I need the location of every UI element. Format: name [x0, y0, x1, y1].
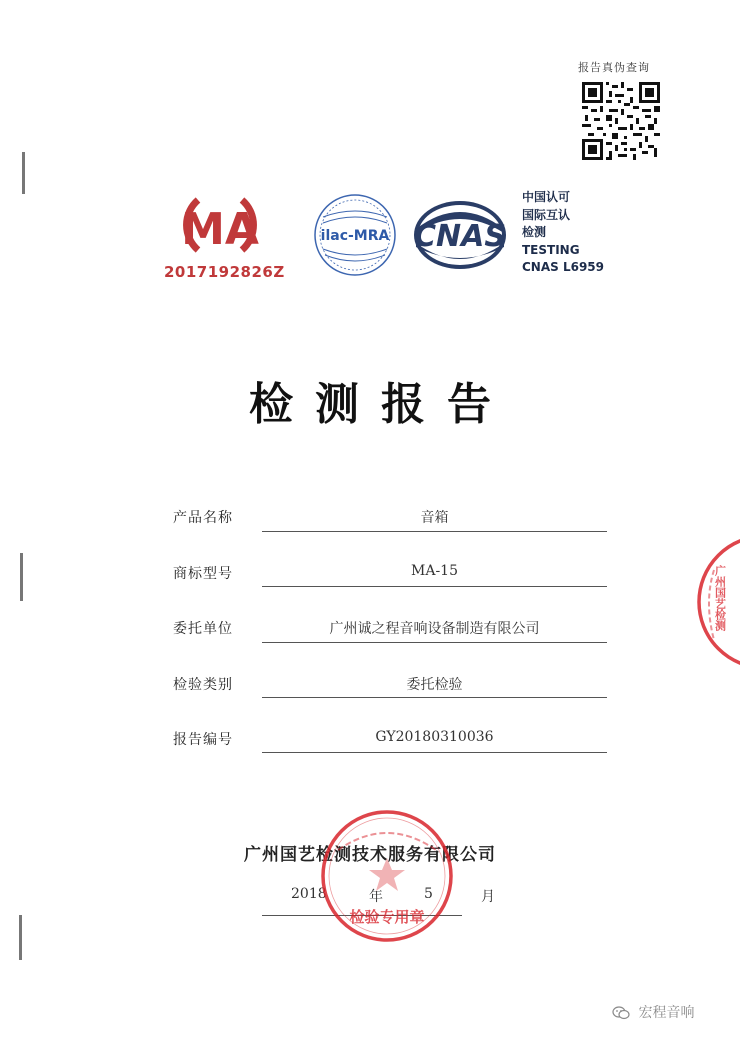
date-year: 2018 — [291, 886, 327, 902]
scan-mark — [20, 553, 23, 601]
cma-logo — [181, 200, 259, 255]
cnas-accreditation-text — [522, 189, 604, 277]
date-year-unit: 年 — [369, 889, 383, 905]
cnas-logo-text: CNAS — [414, 219, 506, 254]
watermark — [612, 1002, 694, 1022]
ilac-mra-logo — [315, 195, 395, 275]
field-value-model: MA-15 — [411, 563, 458, 579]
qr-label: 报告真伪查询 — [578, 61, 650, 74]
issuer-company: 广州国艺检测技术服务有限公司 — [244, 845, 496, 865]
field-underline — [262, 642, 607, 643]
watermark-text: 宏程音响 — [638, 1005, 695, 1021]
cnas-line: CNAS L6959 — [522, 260, 605, 274]
field-value-report-number: GY20180310036 — [375, 729, 494, 745]
report-title: 检测报告 — [249, 379, 513, 430]
scan-mark — [22, 152, 25, 194]
cma-number: 2017192826Z — [164, 263, 285, 281]
field-label-model: 商标型号 — [173, 566, 233, 582]
field-label-report-number: 报告编号 — [173, 732, 233, 748]
inspection-seal-stamp — [318, 806, 456, 946]
cnas-logo — [414, 201, 506, 269]
partial-seal-stamp — [690, 530, 740, 675]
field-label-client: 委托单位 — [173, 621, 233, 637]
field-underline — [262, 586, 607, 587]
field-label-product-name: 产品名称 — [173, 510, 233, 526]
stamp-right-text: 广州国艺检测 — [713, 565, 727, 631]
cnas-line: TESTING — [522, 242, 580, 257]
field-underline — [262, 531, 607, 532]
field-label-inspection-type: 检验类别 — [173, 677, 233, 693]
field-underline — [262, 697, 607, 698]
cma-text: MA — [181, 204, 259, 255]
field-value-inspection-type: 委托检验 — [406, 677, 463, 693]
date-month: 5 — [424, 886, 433, 902]
ilac-text: ilac-MRA — [320, 228, 390, 244]
field-value-product-name: 音箱 — [420, 510, 449, 526]
scan-mark — [19, 915, 22, 960]
cnas-line: 中国认可 — [522, 190, 571, 204]
wechat-icon — [612, 1006, 630, 1020]
cnas-line: 国际互认 — [522, 207, 571, 222]
qr-code[interactable] — [582, 82, 660, 160]
date-month-unit: 月 — [481, 889, 495, 905]
field-value-client: 广州诚之程音响设备制造有限公司 — [329, 621, 540, 637]
cnas-line: 检测 — [522, 225, 547, 239]
stamp-center-text: 检验专用章 — [349, 908, 425, 926]
field-underline — [262, 752, 607, 753]
